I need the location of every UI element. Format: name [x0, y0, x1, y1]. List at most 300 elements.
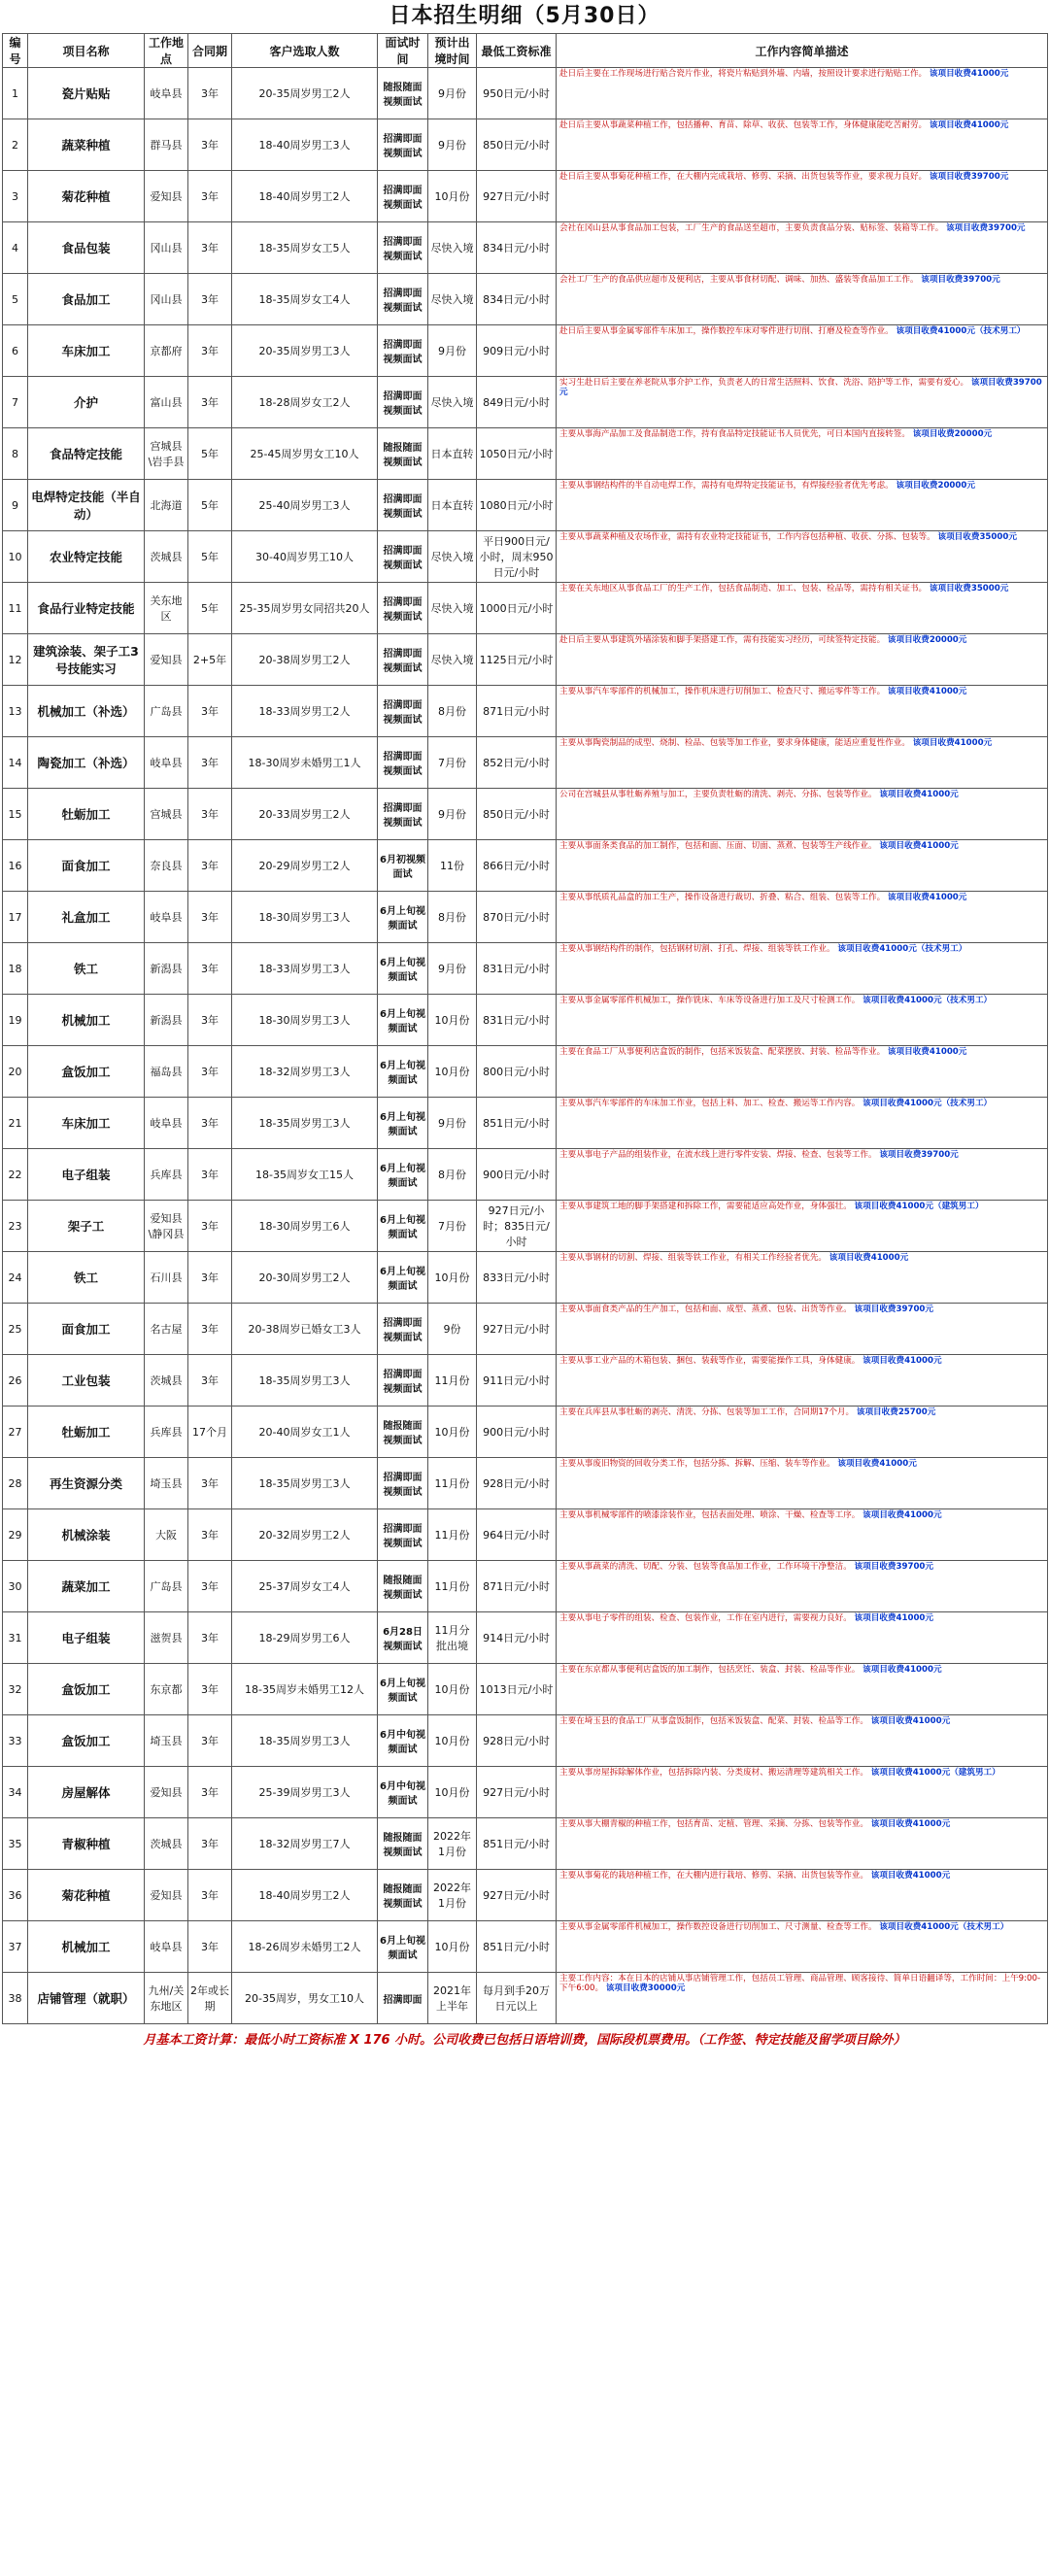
row-number: 1	[3, 68, 28, 119]
table-row	[3, 1201, 1048, 1252]
project-name: 盒饭加工	[28, 1046, 145, 1098]
row-number: 31	[3, 1612, 28, 1664]
work-location: 爱知县	[145, 171, 188, 222]
table-row	[3, 943, 1048, 995]
fee-note: 该项目收费41000元	[829, 1253, 909, 1263]
minimum-wage: 1000日元/小时	[477, 583, 557, 634]
row-number: 28	[3, 1458, 28, 1509]
headcount: 25-37周岁女工4人	[232, 1561, 378, 1612]
description-text: 主要从事金属零部件机械加工，操作铣床、车床等设备进行加工及尺寸检测工作。	[559, 996, 861, 1005]
fee-note: 该项目收费20000元	[912, 429, 993, 439]
table-row	[3, 377, 1048, 428]
departure-time: 2022年1月份	[428, 1870, 477, 1921]
work-location: 东京都	[145, 1664, 188, 1715]
fee-note: 该项目收费39700元	[879, 1150, 959, 1160]
contract-term: 3年	[188, 686, 232, 737]
work-location: 茨城县	[145, 1818, 188, 1870]
table-row	[3, 892, 1048, 943]
row-number: 16	[3, 840, 28, 892]
row-number: 3	[3, 171, 28, 222]
headcount: 18-30周岁男工3人	[232, 892, 378, 943]
project-name: 架子工	[28, 1201, 145, 1252]
contract-term: 3年	[188, 1612, 232, 1664]
project-name: 机械涂装	[28, 1509, 145, 1561]
project-name: 电子组装	[28, 1149, 145, 1201]
contract-term: 3年	[188, 1561, 232, 1612]
recruitment-table	[2, 33, 1048, 2024]
job-description	[557, 1870, 1048, 1921]
work-location: 岐阜县	[145, 892, 188, 943]
job-description	[557, 1046, 1048, 1098]
description-text: 主要从事蔬菜的清洗、切配、分装、包装等食品加工作业，工作环境干净整洁。	[559, 1562, 852, 1572]
headcount: 20-40周岁女工1人	[232, 1407, 378, 1458]
table-row	[3, 789, 1048, 840]
project-name: 机械加工（补选）	[28, 686, 145, 737]
departure-time: 9月份	[428, 68, 477, 119]
project-name: 瓷片贴贴	[28, 68, 145, 119]
row-number: 17	[3, 892, 28, 943]
table-row	[3, 1818, 1048, 1870]
work-location: 广岛县	[145, 686, 188, 737]
work-location: 滋贺县	[145, 1612, 188, 1664]
work-location: 冈山县	[145, 222, 188, 274]
row-number: 19	[3, 995, 28, 1046]
headcount: 18-30周岁男工3人	[232, 995, 378, 1046]
work-location: 爱知县	[145, 1870, 188, 1921]
minimum-wage: 平日900日元/小时，周末950日元/小时	[477, 531, 557, 583]
fee-note: 该项目收费41000元	[929, 69, 1009, 79]
fee-note: 该项目收费35000元	[929, 584, 1009, 593]
interview-time: 6月28日视频面试	[378, 1612, 428, 1664]
project-name: 农业特定技能	[28, 531, 145, 583]
interview-time: 招满即面视频面试	[378, 274, 428, 325]
headcount: 18-32周岁男工7人	[232, 1818, 378, 1870]
table-row	[3, 1767, 1048, 1818]
minimum-wage: 927日元/小时	[477, 1304, 557, 1355]
project-name: 蔬菜加工	[28, 1561, 145, 1612]
fee-note: 该项目收费41000元	[870, 1716, 951, 1726]
minimum-wage: 928日元/小时	[477, 1715, 557, 1767]
job-description	[557, 892, 1048, 943]
description-text: 主要在关东地区从事食品工厂的生产工作，包括食品制造、加工、包装、检品等，需持有相关证书。	[559, 584, 928, 593]
row-number: 38	[3, 1973, 28, 2024]
job-description	[557, 1664, 1048, 1715]
interview-time: 6月中旬视频面试	[378, 1715, 428, 1767]
description-text: 赴日后主要从事建筑外墙涂装和脚手架搭建工作，需有技能实习经历，可续签特定技能。	[559, 635, 886, 645]
table-row	[3, 68, 1048, 119]
row-number: 27	[3, 1407, 28, 1458]
project-name: 电子组装	[28, 1612, 145, 1664]
interview-time: 招满即面视频面试	[378, 119, 428, 171]
table-row	[3, 1458, 1048, 1509]
row-number: 25	[3, 1304, 28, 1355]
interview-time: 6月上旬视频面试	[378, 1252, 428, 1304]
description-text: 主要在埼玉县的食品工厂从事盒饭制作，包括米饭装盒、配菜、封装、检品等工作。	[559, 1716, 868, 1726]
work-location: 新潟县	[145, 943, 188, 995]
table-row	[3, 1561, 1048, 1612]
minimum-wage: 866日元/小时	[477, 840, 557, 892]
minimum-wage: 871日元/小时	[477, 686, 557, 737]
minimum-wage: 900日元/小时	[477, 1407, 557, 1458]
interview-time: 6月初视频面试	[378, 840, 428, 892]
table-row	[3, 1304, 1048, 1355]
table-row	[3, 1973, 1048, 2024]
minimum-wage: 909日元/小时	[477, 325, 557, 377]
project-name: 牡蛎加工	[28, 789, 145, 840]
departure-time: 9月份	[428, 1098, 477, 1149]
header-depart: 预计出境时间	[428, 34, 477, 68]
headcount: 18-35周岁未婚男工12人	[232, 1664, 378, 1715]
row-number: 4	[3, 222, 28, 274]
project-name: 面食加工	[28, 1304, 145, 1355]
description-text: 主要从事废旧物资的回收分类工作，包括分拣、拆解、压缩、装车等作业。	[559, 1459, 835, 1469]
row-number: 21	[3, 1098, 28, 1149]
description-text: 主要从事建筑工地的脚手架搭建和拆除工作，需要能适应高处作业，身体强壮。	[559, 1202, 852, 1211]
interview-time: 招满即面视频面试	[378, 480, 428, 531]
interview-time: 招满即面视频面试	[378, 737, 428, 789]
minimum-wage: 927日元/小时	[477, 1870, 557, 1921]
contract-term: 5年	[188, 428, 232, 480]
fee-note: 该项目收费39700元	[854, 1305, 933, 1314]
minimum-wage: 850日元/小时	[477, 789, 557, 840]
job-description	[557, 789, 1048, 840]
fee-note: 该项目收费39700元	[929, 172, 1009, 182]
row-number: 13	[3, 686, 28, 737]
minimum-wage: 1013日元/小时	[477, 1664, 557, 1715]
work-location: 石川县	[145, 1252, 188, 1304]
description-text: 主要从事纸质礼品盒的加工生产，操作设备进行裁切、折叠、粘合、组装、包装等工作。	[559, 893, 886, 902]
work-location: 新潟县	[145, 995, 188, 1046]
contract-term: 3年	[188, 1767, 232, 1818]
headcount: 20-38周岁已婚女工3人	[232, 1304, 378, 1355]
fee-note: 该项目收费41000元	[863, 1665, 942, 1675]
description-text: 主要从事钢结构件的制作，包括钢材切割、打孔、焊接、组装等铁工作业。	[559, 944, 835, 954]
fee-note: 该项目收费41000元	[854, 1613, 933, 1623]
project-name: 食品加工	[28, 274, 145, 325]
headcount: 18-30周岁男工6人	[232, 1201, 378, 1252]
project-name: 铁工	[28, 1252, 145, 1304]
description-text: 公司在宫城县从事牡蛎养殖与加工，主要负责牡蛎的清洗、剥壳、分拣、包装等作业。	[559, 790, 877, 799]
table-row	[3, 171, 1048, 222]
row-number: 2	[3, 119, 28, 171]
fee-note: 该项目收费41000元	[863, 1510, 942, 1520]
table-row	[3, 325, 1048, 377]
row-number: 22	[3, 1149, 28, 1201]
row-number: 26	[3, 1355, 28, 1407]
interview-time: 招满即面视频面试	[378, 1458, 428, 1509]
departure-time: 尽快入境	[428, 531, 477, 583]
contract-term: 3年	[188, 737, 232, 789]
contract-term: 3年	[188, 840, 232, 892]
headcount: 20-32周岁男工2人	[232, 1509, 378, 1561]
footer-note: 月基本工资计算：最低小时工资标准 X 176 小时。公司收费已包括日语培训费，国际段机票费用。（工作签、特定技能及留学项目除外）	[143, 2033, 906, 2048]
table-row	[3, 737, 1048, 789]
description-text: 会社工厂生产的食品供应超市及便利店，主要从事食材切配、调味、加热、盛装等食品加工工作。	[559, 275, 919, 285]
interview-time: 招满即面视频面试	[378, 634, 428, 686]
contract-term: 3年	[188, 1870, 232, 1921]
headcount: 18-35周岁男工3人	[232, 1098, 378, 1149]
headcount: 18-35周岁男工3人	[232, 1715, 378, 1767]
job-description	[557, 1973, 1048, 2024]
departure-time: 10月份	[428, 1715, 477, 1767]
departure-time: 2021年上半年	[428, 1973, 477, 2024]
interview-time: 招满即面视频面试	[378, 1355, 428, 1407]
project-name: 机械加工	[28, 1921, 145, 1973]
headcount: 18-35周岁女工4人	[232, 274, 378, 325]
headcount: 18-40周岁男工2人	[232, 1870, 378, 1921]
minimum-wage: 833日元/小时	[477, 1252, 557, 1304]
minimum-wage: 834日元/小时	[477, 222, 557, 274]
fee-note: 该项目收费20000元	[887, 635, 967, 645]
contract-term: 5年	[188, 480, 232, 531]
table-row	[3, 480, 1048, 531]
departure-time: 尽快入境	[428, 377, 477, 428]
contract-term: 3年	[188, 377, 232, 428]
description-text: 实习生赴日后主要在养老院从事介护工作，负责老人的日常生活照料、饮食、洗浴、陪护等工作，需要有爱心。	[559, 378, 969, 388]
departure-time: 10月份	[428, 1921, 477, 1973]
minimum-wage: 852日元/小时	[477, 737, 557, 789]
contract-term: 2年或长期	[188, 1973, 232, 2024]
interview-time: 6月上旬视频面试	[378, 995, 428, 1046]
fee-note: 该项目收费25700元	[856, 1407, 936, 1417]
fee-note: 该项目收费41000元（技术男工）	[896, 326, 1026, 336]
contract-term: 2+5年	[188, 634, 232, 686]
project-name: 面食加工	[28, 840, 145, 892]
job-description	[557, 1407, 1048, 1458]
departure-time: 10月份	[428, 995, 477, 1046]
interview-time: 招满即面视频面试	[378, 222, 428, 274]
description-text: 赴日后主要从事菊花种植工作，在大棚内完成栽培、修剪、采摘、出货包装等作业，要求视力良好。	[559, 172, 928, 182]
fee-note: 该项目收费41000元	[887, 687, 967, 696]
job-description	[557, 634, 1048, 686]
table-row	[3, 1046, 1048, 1098]
job-description	[557, 1767, 1048, 1818]
work-location: 兵库县	[145, 1407, 188, 1458]
project-name: 盒饭加工	[28, 1715, 145, 1767]
headcount: 18-35周岁男工3人	[232, 1355, 378, 1407]
work-location: 埼玉县	[145, 1715, 188, 1767]
contract-term: 3年	[188, 789, 232, 840]
interview-time: 6月上旬视频面试	[378, 1201, 428, 1252]
headcount: 20-35周岁，男女工10人	[232, 1973, 378, 2024]
interview-time: 随报随面视频面试	[378, 1407, 428, 1458]
fee-note: 该项目收费41000元	[870, 1819, 951, 1829]
contract-term: 3年	[188, 171, 232, 222]
contract-term: 3年	[188, 325, 232, 377]
contract-term: 5年	[188, 583, 232, 634]
project-name: 车床加工	[28, 1098, 145, 1149]
table-row	[3, 1407, 1048, 1458]
description-text: 主要从事电子产品的组装作业，在流水线上进行零件安装、焊接、检查、包装等工作。	[559, 1150, 877, 1160]
description-text: 主要从事房屋拆除解体作业，包括拆除内装、分类废材、搬运清理等建筑相关工作。	[559, 1768, 868, 1778]
row-number: 23	[3, 1201, 28, 1252]
headcount: 18-40周岁男工2人	[232, 171, 378, 222]
headcount: 18-30周岁未婚男工1人	[232, 737, 378, 789]
minimum-wage: 831日元/小时	[477, 995, 557, 1046]
row-number: 8	[3, 428, 28, 480]
table-row	[3, 1612, 1048, 1664]
project-name: 食品包装	[28, 222, 145, 274]
fee-note: 该项目收费41000元（建筑男工）	[854, 1202, 984, 1211]
job-description	[557, 995, 1048, 1046]
header-term: 合同期	[188, 34, 232, 68]
headcount: 18-28周岁女工2人	[232, 377, 378, 428]
fee-note: 该项目收费41000元	[887, 893, 967, 902]
work-location: 爱知县	[145, 1767, 188, 1818]
description-text: 主要从事钢材的切割、焊接、组装等铁工作业，有相关工作经验者优先。	[559, 1253, 828, 1263]
row-number: 6	[3, 325, 28, 377]
fee-note: 该项目收费41000元	[879, 790, 959, 799]
contract-term: 3年	[188, 995, 232, 1046]
headcount: 20-38周岁男工2人	[232, 634, 378, 686]
description-text: 主要在东京都从事便利店盒饭的加工制作，包括烹饪、装盒、封装、检品等作业。	[559, 1665, 861, 1675]
job-description	[557, 737, 1048, 789]
row-number: 14	[3, 737, 28, 789]
headcount: 18-40周岁男工3人	[232, 119, 378, 171]
minimum-wage: 850日元/小时	[477, 119, 557, 171]
table-row	[3, 995, 1048, 1046]
project-name: 建筑涂装、架子工3号技能实习	[28, 634, 145, 686]
job-description	[557, 119, 1048, 171]
job-description	[557, 840, 1048, 892]
headcount: 20-33周岁男工2人	[232, 789, 378, 840]
description-text: 赴日后主要在工作现场进行贴合瓷片作业，将瓷片粘贴到外墙、内墙，按照设计要求进行贴贴工作。	[559, 69, 928, 79]
table-body	[3, 68, 1048, 2024]
page-title: 日本招生明细（5月30日）	[389, 4, 660, 28]
description-text: 主要从事机械零部件的喷漆涂装作业，包括表面处理、喷涂、干燥、检查等工序。	[559, 1510, 861, 1520]
job-description	[557, 1098, 1048, 1149]
job-description	[557, 1304, 1048, 1355]
departure-time: 9月份	[428, 119, 477, 171]
row-number: 35	[3, 1818, 28, 1870]
departure-time: 日本直转	[428, 480, 477, 531]
job-description	[557, 1715, 1048, 1767]
departure-time: 7月份	[428, 1201, 477, 1252]
header-description: 工作内容简单描述	[557, 34, 1048, 68]
fee-note: 该项目收费20000元	[896, 481, 975, 491]
project-name: 店铺管理（就职）	[28, 1973, 145, 2024]
departure-time: 10月份	[428, 1664, 477, 1715]
minimum-wage: 1125日元/小时	[477, 634, 557, 686]
interview-time: 招满即面	[378, 1973, 428, 2024]
departure-time: 11月份	[428, 1561, 477, 1612]
work-location: 京都府	[145, 325, 188, 377]
departure-time: 10月份	[428, 1252, 477, 1304]
minimum-wage: 927日元/小时；835日元/小时	[477, 1201, 557, 1252]
interview-time: 招满即面视频面试	[378, 686, 428, 737]
table-row	[3, 1715, 1048, 1767]
row-number: 24	[3, 1252, 28, 1304]
table-row	[3, 840, 1048, 892]
job-description	[557, 325, 1048, 377]
row-number: 12	[3, 634, 28, 686]
departure-time: 9月份	[428, 789, 477, 840]
description-text: 主要从事陶瓷制品的成型、烧制、检品、包装等加工作业，要求身体健康，能适应重复性作业。	[559, 738, 910, 748]
header-demand: 客户选取人数	[232, 34, 378, 68]
job-description	[557, 943, 1048, 995]
description-text: 主要工作内容：本在日本的店铺从事店铺管理工作，包括员工管理、商品管理、顾客接待、简单日语翻译等，工作时间：上午9:00-下午6:00。	[559, 1974, 1041, 1994]
header-wage: 最低工资标准	[477, 34, 557, 68]
table-row	[3, 1098, 1048, 1149]
contract-term: 3年	[188, 1046, 232, 1098]
minimum-wage: 870日元/小时	[477, 892, 557, 943]
table-row	[3, 1921, 1048, 1973]
minimum-wage: 871日元/小时	[477, 1561, 557, 1612]
project-name: 陶瓷加工（补选）	[28, 737, 145, 789]
description-text: 赴日后主要从事蔬菜种植工作，包括播种、育苗、除草、收获、包装等工作，身体健康能吃苦耐劳。	[559, 120, 928, 130]
departure-time: 8月份	[428, 1149, 477, 1201]
project-name: 牡蛎加工	[28, 1407, 145, 1458]
headcount: 25-39周岁男工3人	[232, 1767, 378, 1818]
job-description	[557, 1509, 1048, 1561]
fee-note: 该项目收费30000元	[605, 1983, 686, 1994]
project-name: 铁工	[28, 943, 145, 995]
contract-term: 3年	[188, 1098, 232, 1149]
minimum-wage: 851日元/小时	[477, 1818, 557, 1870]
description-text: 主要从事汽车零部件的机械加工，操作机床进行切削加工、检查尺寸、搬运零件等工作。	[559, 687, 886, 696]
departure-time: 尽快入境	[428, 634, 477, 686]
table-row	[3, 119, 1048, 171]
project-name: 青椒种植	[28, 1818, 145, 1870]
description-text: 主要从事钢结构件的半自动电焊工作，需持有电焊特定技能证书，有焊接经验者优先考虑。	[559, 481, 894, 491]
minimum-wage: 911日元/小时	[477, 1355, 557, 1407]
work-location: 埼玉县	[145, 1458, 188, 1509]
work-location: 岐阜县	[145, 68, 188, 119]
departure-time: 9月份	[428, 943, 477, 995]
headcount: 20-35周岁男工2人	[232, 68, 378, 119]
interview-time: 6月上旬视频面试	[378, 943, 428, 995]
header-location: 工作地点	[145, 34, 188, 68]
headcount: 18-35周岁男工3人	[232, 1458, 378, 1509]
work-location: 宫城县\岩手县	[145, 428, 188, 480]
work-location: 广岛县	[145, 1561, 188, 1612]
job-description	[557, 171, 1048, 222]
contract-term: 3年	[188, 1818, 232, 1870]
project-name: 盒饭加工	[28, 1664, 145, 1715]
work-location: 宫城县	[145, 789, 188, 840]
row-number: 34	[3, 1767, 28, 1818]
header-interview: 面试时间	[378, 34, 428, 68]
description-text: 主要从事工业产品的木箱包装、捆包、装载等作业，需要能操作工具，身体健康。	[559, 1356, 861, 1366]
fee-note: 该项目收费41000元（建筑男工）	[870, 1768, 1000, 1778]
table-row	[3, 583, 1048, 634]
minimum-wage: 每月到手20万日元以上	[477, 1973, 557, 2024]
table-row	[3, 274, 1048, 325]
job-description	[557, 68, 1048, 119]
contract-term: 3年	[188, 1509, 232, 1561]
departure-time: 9份	[428, 1304, 477, 1355]
interview-time: 6月上旬视频面试	[378, 1921, 428, 1973]
minimum-wage: 1050日元/小时	[477, 428, 557, 480]
work-location: 群马县	[145, 119, 188, 171]
minimum-wage: 964日元/小时	[477, 1509, 557, 1561]
work-location: 爱知县	[145, 634, 188, 686]
interview-time: 招满即面视频面试	[378, 583, 428, 634]
contract-term: 3年	[188, 1252, 232, 1304]
row-number: 20	[3, 1046, 28, 1098]
table-row	[3, 1509, 1048, 1561]
work-location: 名古屋	[145, 1304, 188, 1355]
work-location: 大阪	[145, 1509, 188, 1561]
project-name: 蔬菜种植	[28, 119, 145, 171]
interview-time: 6月中旬视频面试	[378, 1767, 428, 1818]
work-location: 爱知县\静冈县	[145, 1201, 188, 1252]
project-name: 食品行业特定技能	[28, 583, 145, 634]
fee-note: 该项目收费41000元（技术男工）	[863, 996, 993, 1005]
departure-time: 8月份	[428, 686, 477, 737]
work-location: 奈良县	[145, 840, 188, 892]
project-name: 介护	[28, 377, 145, 428]
